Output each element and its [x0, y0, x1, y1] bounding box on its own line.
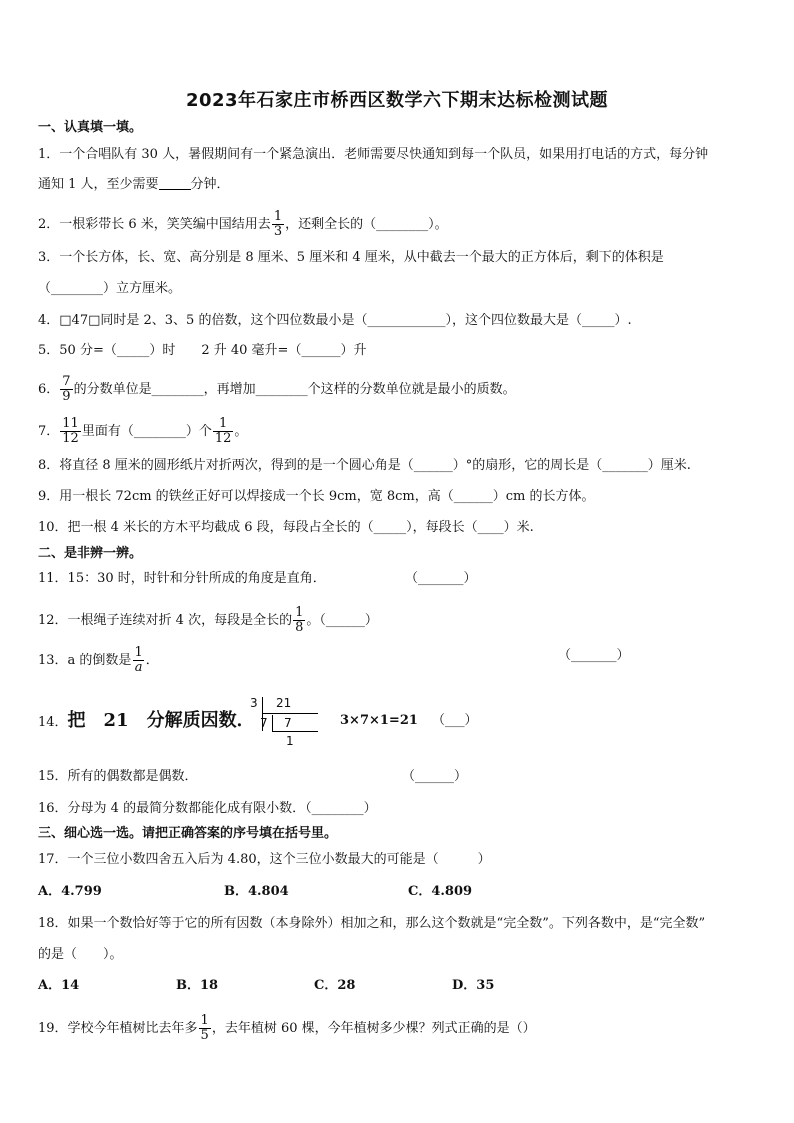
question-15: [38, 767, 768, 787]
section-heading-2: 二、是非辨一辨。: [38, 546, 143, 561]
question-4: 4．□47□同时是 2、3、5 的倍数，这个四位数最小是（____________），这个四位数最大是（_____）.: [38, 313, 632, 328]
fraction-denominator: 5: [200, 1028, 209, 1043]
answer-blank: （_______）: [405, 571, 477, 586]
fraction: [60, 375, 72, 404]
question-3-line-2: （________）立方厘米。: [38, 281, 182, 296]
answer-blank: （_______）: [558, 648, 630, 663]
fraction-numerator: 1: [134, 645, 143, 660]
fraction-numerator: 1: [218, 416, 228, 431]
division-line: [272, 731, 318, 732]
fraction-denominator: 9: [62, 389, 71, 404]
option-b: B．18: [176, 978, 219, 993]
quotient: 7: [284, 716, 292, 730]
question-6-number: 6．: [38, 382, 60, 397]
question-14: [38, 710, 768, 734]
fraction-denominator: 12: [214, 431, 232, 446]
question-18-line-1: 18．如果一个数恰好等于它的所有因数（本身除外）相加之和，那么这个数就是“完全数”。下列各数中，是“完全数”: [38, 916, 706, 931]
division-line: [262, 713, 318, 714]
question-13-suffix: ．: [145, 653, 159, 668]
fraction: [60, 417, 81, 446]
question-2: [38, 210, 768, 239]
question-7-number: 7．: [38, 424, 60, 439]
question-1-line-2: [38, 175, 768, 195]
option-c: C．28: [314, 978, 356, 993]
question-19-suffix: ，去年植树 60 棵，今年植树多少棵？列式正确的是（）: [211, 1021, 536, 1036]
fraction-denominator: 3: [273, 224, 283, 239]
question-14-number: 14．: [38, 715, 68, 730]
question-11-text: 11．15：30 时，时针和分针所成的角度是直角．: [38, 571, 326, 586]
question-1-suffix: 分钟．: [190, 177, 230, 192]
option-a: A．4.799: [38, 884, 102, 899]
fraction-denominator: 12: [62, 431, 79, 446]
question-8: 8．将直径 8 厘米的圆形纸片对折两次，得到的是一个圆心角是（______）°的扇形，它的周长是（_______）厘米.: [38, 458, 691, 473]
fraction: [272, 210, 284, 239]
question-5: 5．50 分=（_____）时 2 升 40 毫升=（______）升: [38, 343, 367, 358]
answer-blank: （___）: [432, 713, 478, 728]
answer-blank: [159, 175, 191, 190]
section-heading-1: 一、认真填一填。: [38, 120, 143, 135]
fraction: [132, 646, 144, 675]
question-1-text: 通知 1 人，至少需要: [38, 177, 159, 192]
fraction-numerator: 7: [62, 374, 71, 389]
question-7-suffix: 。: [234, 424, 248, 439]
question-18-line-2: 的是（ ）。: [38, 947, 123, 962]
question-1-line-1: 1．一个合唱队有 30 人，暑假期间有一个紧急演出．老师需要尽快通知到每一个队员，如果用打电话的方式，每分钟: [38, 147, 709, 162]
divisor: 3: [250, 696, 258, 710]
question-14-text: 把 21 分解质因数．: [67, 710, 255, 731]
question-12-suffix: 。（______）: [306, 613, 378, 628]
question-14-equation: 3×7×1=21: [340, 713, 418, 728]
fraction-numerator: 11: [62, 416, 79, 431]
answer-blank: （______）: [402, 769, 468, 784]
question-16: 16．分母为 4 的最简分数都能化成有限小数．（________）: [38, 801, 377, 816]
fraction-numerator: 1: [295, 605, 304, 620]
fraction-denominator: a: [134, 660, 143, 675]
page-title: 2023年石家庄市桥西区数学六下期末达标检测试题: [185, 90, 609, 111]
divisor: 7: [260, 716, 268, 730]
question-12-text: 12．一根绳子连续对折 4 次，每段是全长的: [38, 613, 293, 628]
question-2-text: 2．一根彩带长 6 米，笑笑编中国结用去: [38, 217, 271, 232]
option-a: A．14: [38, 978, 80, 993]
question-17: 17．一个三位小数四舍五入后为 4.80，这个三位小数最大的可能是（ ）: [38, 852, 491, 867]
question-2-suffix: ，还剩全长的（________）。: [285, 217, 448, 232]
option-c: C．4.809: [408, 884, 473, 899]
dividend: 21: [276, 696, 292, 710]
question-12: [38, 606, 768, 635]
fraction: [199, 1014, 211, 1043]
fraction-denominator: 8: [295, 620, 304, 635]
final-quotient: 1: [286, 734, 294, 748]
question-10: 10．把一根 4 米长的方木平均截成 6 段，每段占全长的（_____），每段长（____）米.: [38, 520, 534, 535]
question-13: [38, 646, 768, 675]
option-d: D．35: [452, 978, 495, 993]
section-heading-3: 三、细心选一选。请把正确答案的序号填在括号里。: [38, 826, 338, 841]
question-19-text: 19．学校今年植树比去年多: [38, 1021, 198, 1036]
question-11: [38, 569, 768, 589]
division-bracket: [272, 715, 273, 731]
question-15-text: 15．所有的偶数都是偶数．: [38, 769, 198, 784]
question-19: [38, 1014, 768, 1043]
question-13-text: 13．a 的倒数是: [38, 653, 132, 668]
fraction-numerator: 1: [273, 209, 283, 224]
question-7-text: 里面有（________）个: [81, 424, 212, 439]
question-6-text: 的分数单位是________，再增加________个这样的分数单位就是最小的质数。: [73, 382, 516, 397]
fraction: [293, 606, 305, 635]
fraction-numerator: 1: [200, 1013, 209, 1028]
question-6: [38, 375, 768, 404]
question-7: [38, 417, 768, 446]
fraction: [213, 417, 234, 446]
question-3-line-1: 3．一个长方体，长、宽、高分别是 8 厘米、5 厘米和 4 厘米，从中截去一个最大的正方体后，剩下的体积是: [38, 250, 664, 265]
option-b: B．4.804: [224, 884, 289, 899]
prime-factorization-diagram: [248, 696, 328, 750]
question-9: 9．用一根长 72cm 的铁丝正好可以焊接成一个长 9cm，宽 8cm，高（______）cm 的长方体。: [38, 489, 595, 504]
